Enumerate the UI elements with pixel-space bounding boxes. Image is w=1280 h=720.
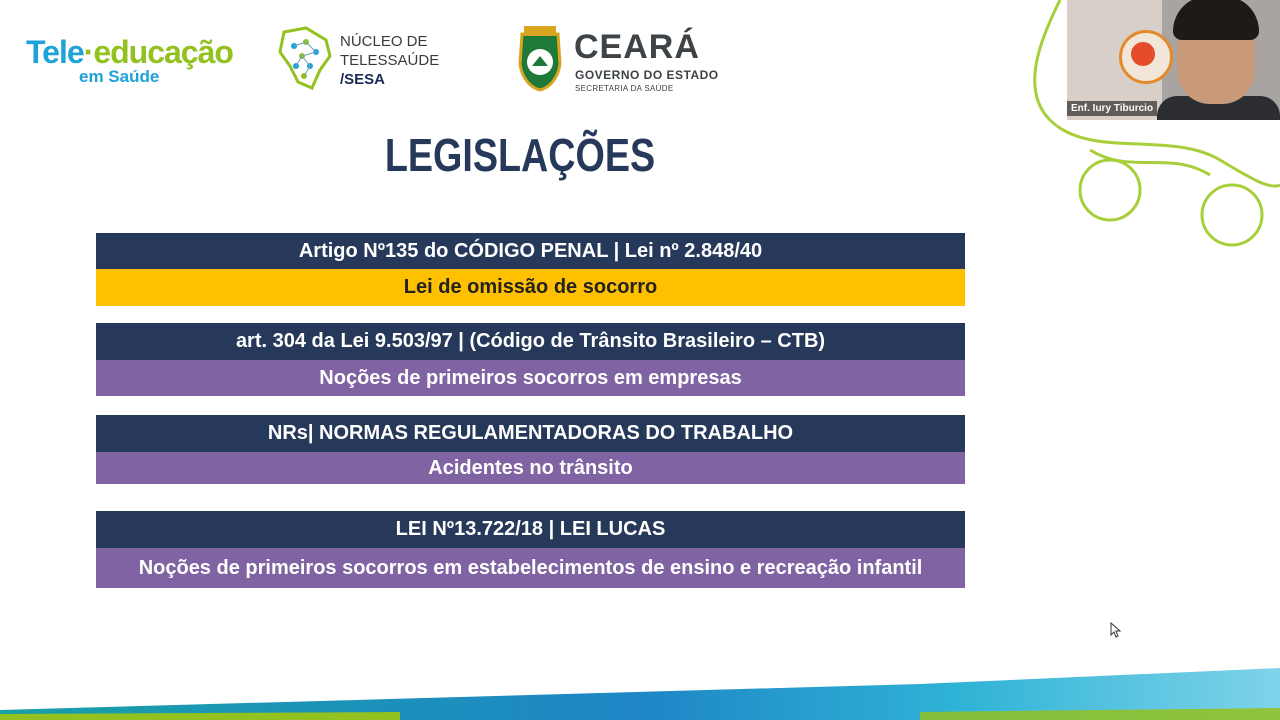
governo-ceara-logo [514,24,724,94]
page-title: LEGISLAÇÕES [384,129,656,181]
legislation-detail: Noções de primeiros socorros em estabelecimentos de ensino e recreação infantil [96,548,965,588]
legislation-heading: art. 304 da Lei 9.503/97 | (Código de Trânsito Brasileiro – CTB) [96,323,965,360]
logo-subtext: em Saúde [79,67,160,86]
legislation-detail: Noções de primeiros socorros em empresas [96,360,965,396]
legislation-detail: Lei de omissão de socorro [96,269,965,306]
logo-text: NÚCLEO DE [340,33,428,50]
mouse-cursor-icon [1110,622,1122,638]
nucleo-telessaude-logo [276,26,456,96]
logo-text: /SESA [340,71,386,88]
webcam-video-tile[interactable] [1067,0,1280,120]
legislation-block [96,415,965,484]
state-coat-of-arms-icon [514,24,566,92]
legislation-block [96,511,965,588]
logo-text: GOVERNO DO ESTADO [575,68,719,82]
participant-name-label: Enf. Iury Tiburcio [1067,101,1157,116]
bottom-stripe [0,660,1280,720]
logo-text: Tele [26,34,84,70]
legislation-heading: LEI Nº13.722/18 | LEI LUCAS [96,511,965,548]
logo-dot: · [83,34,94,70]
legislation-heading: Artigo Nº135 do CÓDIGO PENAL | Lei nº 2.848/40 [96,233,965,269]
logo-text: TELESSAÚDE [340,52,440,69]
legislation-block [96,233,965,306]
legislation-detail: Acidentes no trânsito [96,452,965,484]
legislation-block [96,323,965,396]
legislation-heading: NRs| NORMAS REGULAMENTADORAS DO TRABALHO [96,415,965,452]
logo-text: SECRETARIA DA SAÚDE [575,84,674,93]
logo-text: CEARÁ [574,28,700,66]
tele-educacao-logo [26,34,233,94]
ceara-map-icon [276,26,334,92]
logo-text: educação [93,34,233,70]
